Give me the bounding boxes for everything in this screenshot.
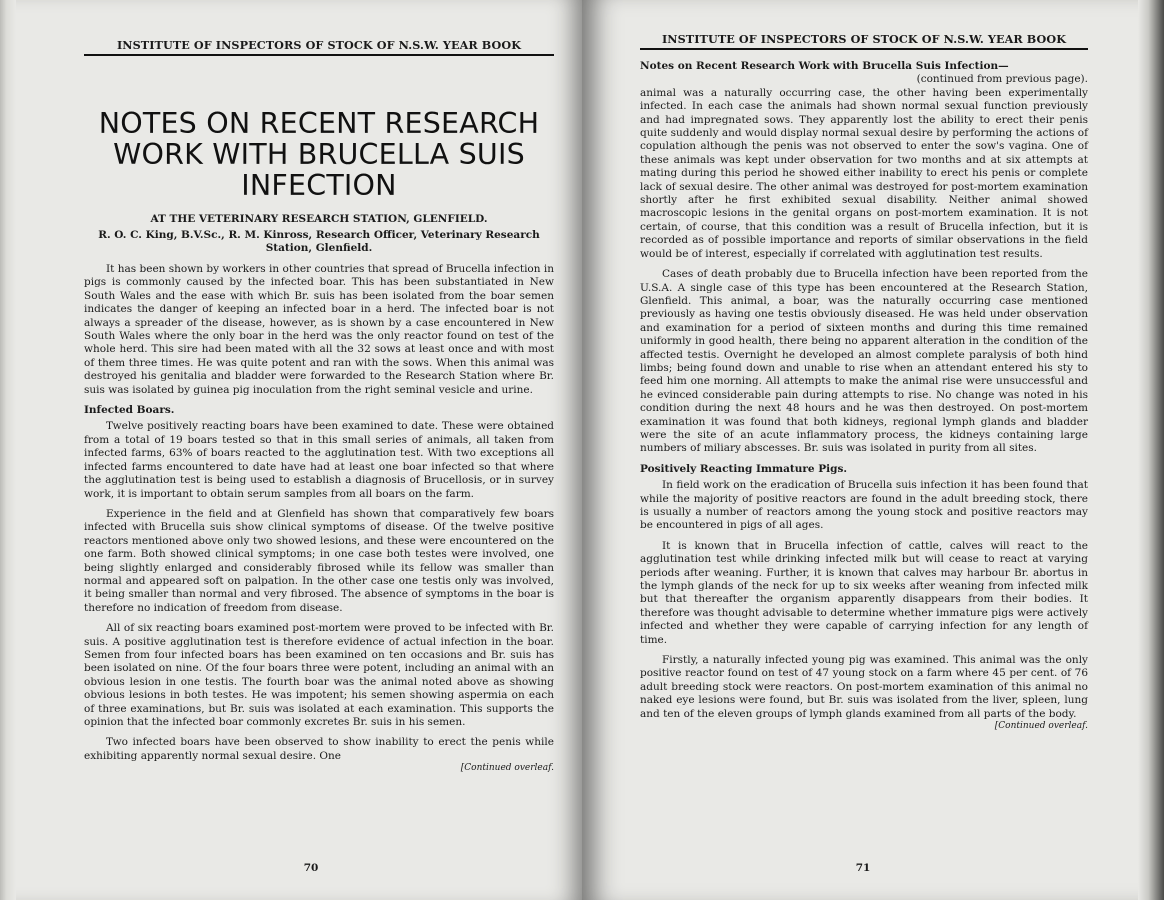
paragraph: Experience in the field and at Glenfield has shown that comparatively few boars infected with Brucella suis show clinical symptoms of disease. Of the twelve positive reactors mentioned above only two showed lesions, and these were encountered on the one farm. Both showed clinical symptoms; in one case both testes were involved, one being slightly enlarged and considerably fibrosed while its fellow was smaller than normal and appeared soft on palpation. In the other case one testis only was involved, it being smaller than normal and very fibrosed. The absence of symptoms in the boar is therefore no indication of freedom from disease.: [84, 507, 554, 614]
paragraph: Cases of death probably due to Brucella infection have been reported from the U.S.A. A single case of this type has been encountered at the Research Station, Glenfield. This animal, a boar, was the naturally occurring case mentioned previously as having one testis obviously diseased. He was held under observation and examination for a period of sixteen months and during this time remained uniformly in good health, there being no apparent alteration in the condition of the affected testis. Overnight he developed an almost complete paralysis of both hind limbs; being found down and unable to rise when an attendant entered his sty to feed him one morning. All attempts to make the animal rise were unsuccessful and he evinced considerable pain during attempts to rise. No change was noted in his condition during the next 48 hours and he was then destroyed. On post-mortem examination it was found that both kidneys, regional lymph glands and bladder were the site of an acute inflammatory process, the kidneys containing large numbers of miliary abscesses. Br. suis was isolated in purity from all sites.: [640, 268, 1088, 455]
paragraph: It has been shown by workers in other countries that spread of Brucella infection in pigs is commonly caused by the infected boar. This has been substantiated in New South Wales and the ease with which Br. suis has been isolated from the boar semen indicates the danger of keeping an infected boar in a herd. The infected boar is not always a spreader of the disease, however, as is shown by a case encountered in New South Wales where the only boar in the herd was the only reactor found on test of the whole herd. This sire had been mated with all the 32 sows at least once and with most of them three times. He was quite potent and ran with the sows. When this animal was destroyed his genitalia and bladder were forwarded to the Research Station where Br. suis was isolated by guinea pig inoculation from the right seminal vesicle and urine.: [84, 263, 554, 396]
page-edge: [1138, 0, 1164, 900]
paragraph: Two infected boars have been observed to show inability to erect the penis while exhibiting apparently normal sexual desire. One: [84, 736, 554, 762]
paragraph: Twelve positively reacting boars have been examined to date. These were obtained from a total of 19 boars tested so that in this small series of animals, all taken from infected farms, 63% of boars reacted to the agglutination test. With two exceptions all infected farms encountered to date have had at least one boar infected so that where the agglutination test is being used to establish a diagnosis of Brucellosis, or in survey work, it is important to obtain serum samples from all boars on the farm.: [84, 420, 554, 500]
running-head: INSTITUTE OF INSPECTORS OF STOCK OF N.S.W. YEAR BOOK: [640, 32, 1088, 50]
paragraph: Firstly, a naturally infected young pig was examined. This animal was the only positive reactor found on test of 47 young stock on a farm where 45 per cent. of 76 adult breeding stock were reactors. On post-mortem examination of this animal no naked eye lesions were found, but Br. suis was isolated from the liver, spleen, lung and ten of the eleven groups of lymph glands examined from all parts of the body.: [640, 654, 1088, 720]
paragraph: All of six reacting boars examined post-mortem were proved to be infected with Br. suis. A positive agglutination test is therefore evidence of actual infection in the boar. Semen from four infected boars has been examined on ten occasions and Br. suis has been isolated on nine. Of the four boars three were potent, including an animal with an obvious lesion in one testis. The fourth boar was the animal noted above as showing obvious lesions in both testes. He was impotent; his semen showing aspermia on each of three examinations, but Br. suis was isolated at each examination. This supports the opinion that the infected boar commonly excretes Br. suis in his semen.: [84, 622, 554, 728]
continuation-heading: [640, 60, 1088, 87]
continuation-title: Notes on Recent Research Work with Brucella Suis Infection—: [640, 60, 1009, 72]
article-authors: R. O. C. King, B.V.Sc., R. M. Kinross, Research Officer, Veterinary Research Station, Glenfield.: [98, 229, 540, 254]
paragraph: In field work on the eradication of Brucella suis infection it has been found that while the majority of positive reactors are found in the adult breeding stock, there is usually a number of reactors among the young stock and positive reactors may be encountered in pigs of all ages.: [640, 479, 1088, 532]
page-number: 71: [855, 862, 871, 874]
section-heading: Infected Boars.: [84, 404, 175, 417]
right-page: [582, 0, 1164, 900]
continued-note: [Continued overleaf.: [460, 763, 554, 774]
paragraph: animal was a naturally occurring case, the other having been experimentally infected. In each case the animals had shown normal sexual function previously and had impregnated sows. They apparently lost the ability to erect their penis quite suddenly and would display normal sexual desire by performing the actions of copulation although the penis was not observed to enter the sow's vagina. One of these animals was kept under observation for two months and at six attempts at mating during this period he showed either inability to erect his penis or complete lack of sexual desire. The other animal was destroyed for post-mortem examination shortly after he first exhibited sexual disability. Neither animal showed macroscopic lesions in the genital organs on post-mortem examination. It is not certain, of course, that this condition was a result of Brucella infection, but it is recorded as of possible importance and reports of similar observations in the field would be of interest, especially if correlated with agglutination test results.: [640, 86, 1088, 260]
page-edge: [0, 0, 16, 900]
article-title: NOTES ON RECENT RESEARCH WORK WITH BRUCELLA SUIS INFECTION: [98, 107, 540, 202]
continuation-note: (continued from previous page).: [916, 73, 1088, 86]
paragraph: It is known that in Brucella infection of cattle, calves will react to the agglutination test while drinking infected milk but will cease to react at varying periods after weaning. Further, it is known that calves may harbour Br. abortus in the lymph glands of the neck for up to six weeks after weaning from infected milk but that thereafter the organism apparently disappears from their bodies. It therefore was thought advisable to determine whether immature pigs were actively infected and whether they were capable of carrying infection for any length of time.: [640, 539, 1088, 646]
running-head: INSTITUTE OF INSPECTORS OF STOCK OF N.S.W. YEAR BOOK: [84, 38, 554, 56]
article-body-continued: [640, 60, 1088, 731]
article-body: [84, 263, 554, 773]
continued-note: [Continued overleaf.: [994, 721, 1088, 732]
article-subhead: AT THE VETERINARY RESEARCH STATION, GLENFIELD.: [150, 213, 488, 225]
page-number: 70: [303, 862, 319, 874]
section-heading: Positively Reacting Immature Pigs.: [640, 462, 848, 475]
